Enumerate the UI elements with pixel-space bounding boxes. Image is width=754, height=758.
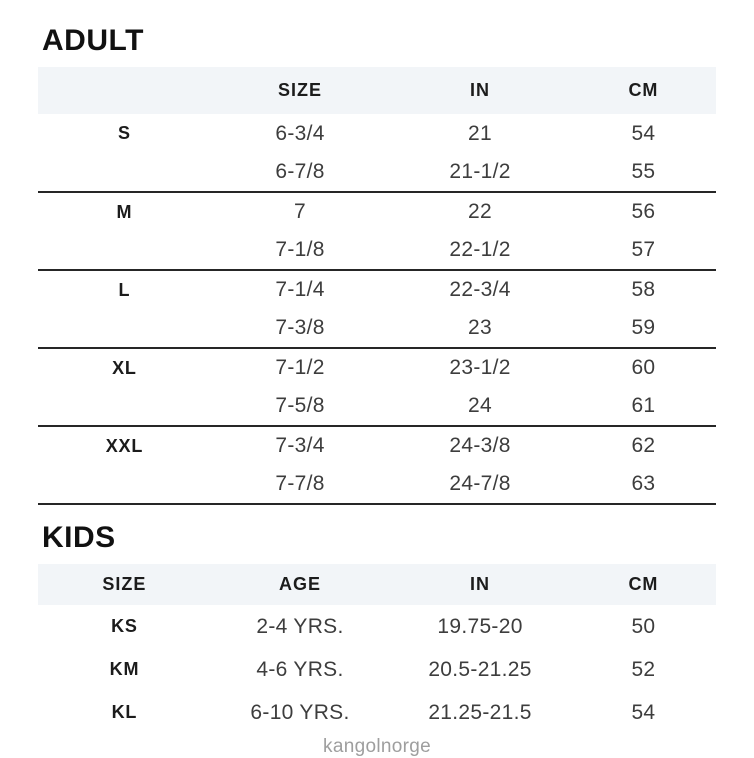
value-cell: 55 [631,160,656,183]
value-cell: 22 [468,200,493,223]
kids-table-body [38,605,716,734]
value-cell: 24-3/8 [449,434,511,457]
adult-column-header-cm: CM [628,80,659,100]
size-label-cell [38,387,211,426]
value-cell: 63 [631,472,656,495]
value-cell: 62 [631,434,656,457]
table-row [38,153,716,192]
size-label-cell: KS [111,616,138,636]
kids-column-header-size: SIZE [102,574,147,594]
value-cell: 24 [468,394,493,417]
value-cell: 57 [631,238,656,261]
adult-size-table [38,67,716,505]
brand-watermark: kangolnorge [323,736,431,757]
kids-column-header-cm: CM [628,574,659,594]
value-cell: 6-10 YRS. [250,700,350,724]
value-cell: 7-5/8 [275,394,325,417]
value-cell: 19.75-20 [437,614,523,638]
kids-size-table [38,564,716,734]
value-cell: 7-1/2 [275,356,325,379]
value-cell: 4-6 YRS. [256,657,344,681]
size-label-cell [38,309,211,348]
table-row [38,465,716,504]
value-cell: 60 [631,356,656,379]
table-row [38,231,716,270]
value-cell: 54 [631,700,656,724]
adult-section [38,26,716,505]
value-cell: 21 [468,121,493,145]
table-row [38,309,716,348]
value-cell: 7-3/8 [275,316,325,339]
table-row [38,387,716,426]
kids-column-header-in: IN [470,574,491,594]
size-label-cell: XL [112,357,137,378]
table-row [38,270,716,309]
value-cell: 7-1/4 [275,278,325,301]
value-cell: 54 [631,121,656,145]
value-cell: 52 [631,657,656,681]
table-row [38,426,716,465]
value-cell: 23 [468,316,493,339]
adult-header-row [38,67,716,114]
value-cell: 21-1/2 [449,160,511,183]
value-cell: 61 [631,394,656,417]
value-cell: 58 [631,278,656,301]
table-row [38,114,716,153]
value-cell: 2-4 YRS. [256,614,344,638]
size-label-cell: XXL [105,435,144,456]
adult-column-header-blank [38,67,211,114]
value-cell: 24-7/8 [449,472,511,495]
table-row [38,605,716,648]
kids-heading: KIDS [42,521,116,554]
adult-column-header-size: SIZE [278,80,323,100]
kids-column-header-age: AGE [279,574,322,594]
value-cell: 7-3/4 [275,434,325,457]
value-cell: 22-3/4 [449,278,511,301]
value-cell: 59 [631,316,656,339]
size-label-cell [38,465,211,504]
kids-section [38,523,716,734]
size-label-cell: KM [109,659,140,679]
adult-table-body [38,114,716,504]
value-cell: 22-1/2 [449,238,511,261]
adult-heading: ADULT [42,24,144,57]
table-row [38,192,716,231]
size-label-cell [38,153,211,192]
value-cell: 20.5-21.25 [428,657,532,681]
table-row [38,691,716,734]
value-cell: 6-3/4 [275,121,325,145]
page-footer [38,736,716,758]
value-cell: 21.25-21.5 [428,700,532,724]
size-label-cell: M [116,201,133,222]
value-cell: 7-1/8 [275,238,325,261]
value-cell: 6-7/8 [275,160,325,183]
size-label-cell [38,231,211,270]
size-label-cell: KL [111,702,138,722]
value-cell: 23-1/2 [449,356,511,379]
value-cell: 7-7/8 [275,472,325,495]
size-label-cell: S [118,123,131,143]
value-cell: 56 [631,200,656,223]
kids-header-row [38,564,716,605]
table-row [38,348,716,387]
value-cell: 7 [294,200,307,223]
size-label-cell: L [118,279,131,300]
table-row [38,648,716,691]
adult-column-header-in: IN [470,80,491,100]
value-cell: 50 [631,614,656,638]
